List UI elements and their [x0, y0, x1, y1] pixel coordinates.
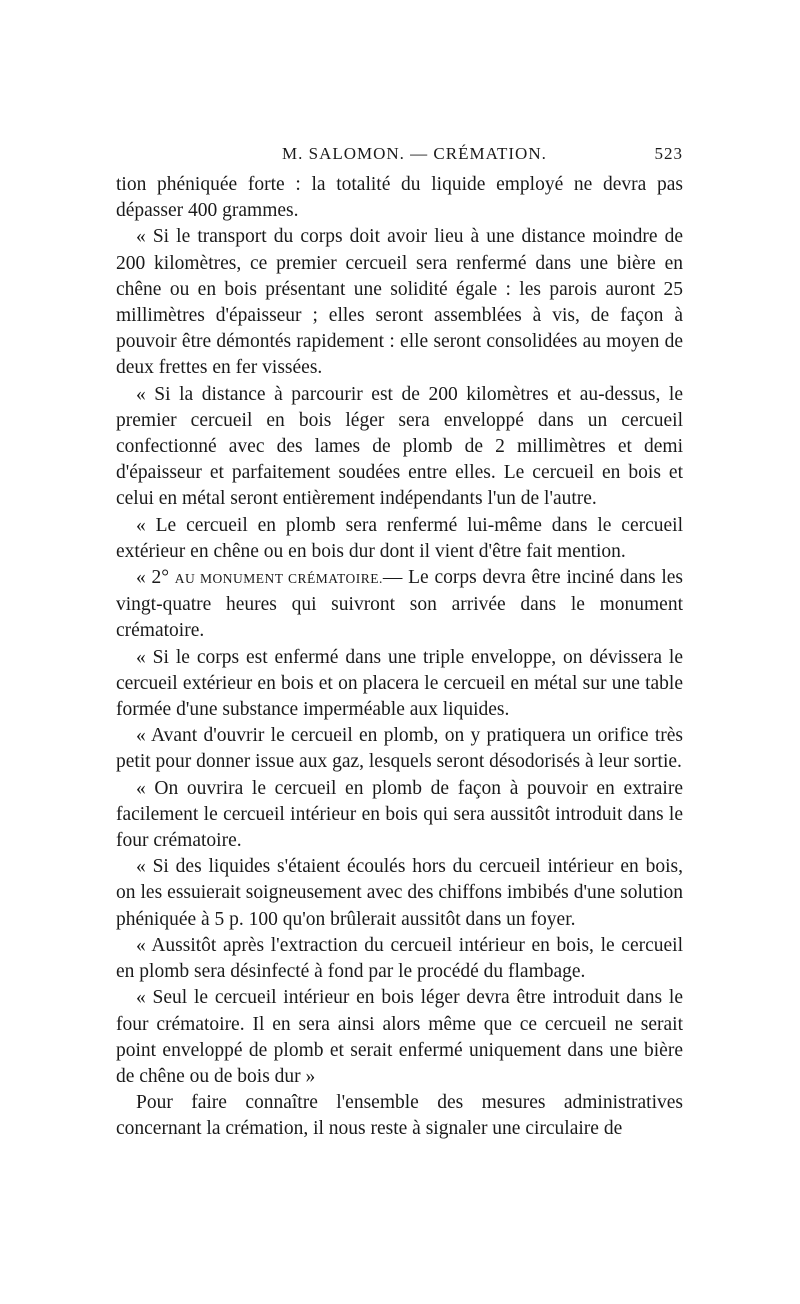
paragraph: « Si le transport du corps doit avoir lieu à une distance moindre de 200 kilomètres, ce premier cercueil sera renfermé dans une bière en chêne ou en bois présentant une solidité égale : les parois auront 25 millimètres d'épaisseur ; elles seront assemblées à vis, de façon à pouvoir être démontés rapidement : elle seront consolidées au moyen de deux frettes en fer vissées. — [116, 226, 683, 379]
paragraph-text: — Le corps devra être inciné dans les vingt-quatre heures qui suivront son arrivée dans le monument crématoire. — [116, 567, 683, 642]
paragraph — [116, 565, 683, 645]
page-number: 523 — [654, 144, 683, 163]
paragraph: « Seul le cercueil intérieur en bois léger devra être introduit dans le four crématoire. Il en sera ainsi alors même que ce cercueil ne serait point enveloppé de plomb et serait enfermé uniquement dans une bière de chêne ou de bois dur » — [116, 987, 683, 1087]
paragraph: tion phéniquée forte : la totalité du liquide employé ne devra pas dépasser 400 grammes. — [116, 174, 683, 222]
paragraph: « Avant d'ouvrir le cercueil en plomb, on y pratiquera un orifice très petit pour donner issue aux gaz, lesquels seront désodorisés à leur sortie. — [116, 725, 683, 773]
page-header — [116, 144, 683, 170]
paragraph: Pour faire connaître l'ensemble des mesures administratives concernant la crémation, il nous reste à signaler une circulaire de — [116, 1092, 683, 1140]
paragraph: « Si des liquides s'étaient écoulés hors du cercueil intérieur en bois, on les essuierait soigneusement avec des chiffons imbibés d'une solution phéniquée à 5 p. 100 qu'on brûlerait aussitôt dans un foyer. — [116, 856, 683, 930]
paragraph: « Si la distance à parcourir est de 200 kilomètres et au-dessus, le premier cercueil en bois léger sera enveloppé dans un cercueil confectionné avec des lames de plomb de 2 millimètres et demi d'épaisseur et parfaitement soudées entre elles. Le cercueil en bois et celui en métal seront entièrement indépendants l'un de l'autre. — [116, 383, 683, 510]
paragraph: « Aussitôt après l'extraction du cercueil intérieur en bois, le cercueil en plomb sera désinfecté à fond par le procédé du flambage. — [116, 934, 683, 983]
paragraph: « On ouvrira le cercueil en plomb de façon à pouvoir en extraire facilement le cercueil intérieur en bois qui sera aussitôt introduit dans le four crématoire. — [116, 777, 683, 852]
running-title: M. SALOMON. — CRÉMATION. — [282, 144, 547, 163]
paragraph: « Le cercueil en plomb sera renfermé lui-même dans le cercueil extérieur en chêne ou en bois dur dont il vient d'être fait mention. — [116, 514, 683, 562]
section-heading: AU MONUMENT CRÉMATOIRE. — [174, 571, 383, 587]
body-text — [116, 172, 683, 1143]
paragraph-lead: « 2° — [136, 567, 175, 589]
paragraph: « Si le corps est enfermé dans une triple enveloppe, on dévissera le cercueil extérieur en bois et on placera le cercueil en métal sur une table formée d'une substance imperméable aux liquides. — [116, 646, 683, 721]
